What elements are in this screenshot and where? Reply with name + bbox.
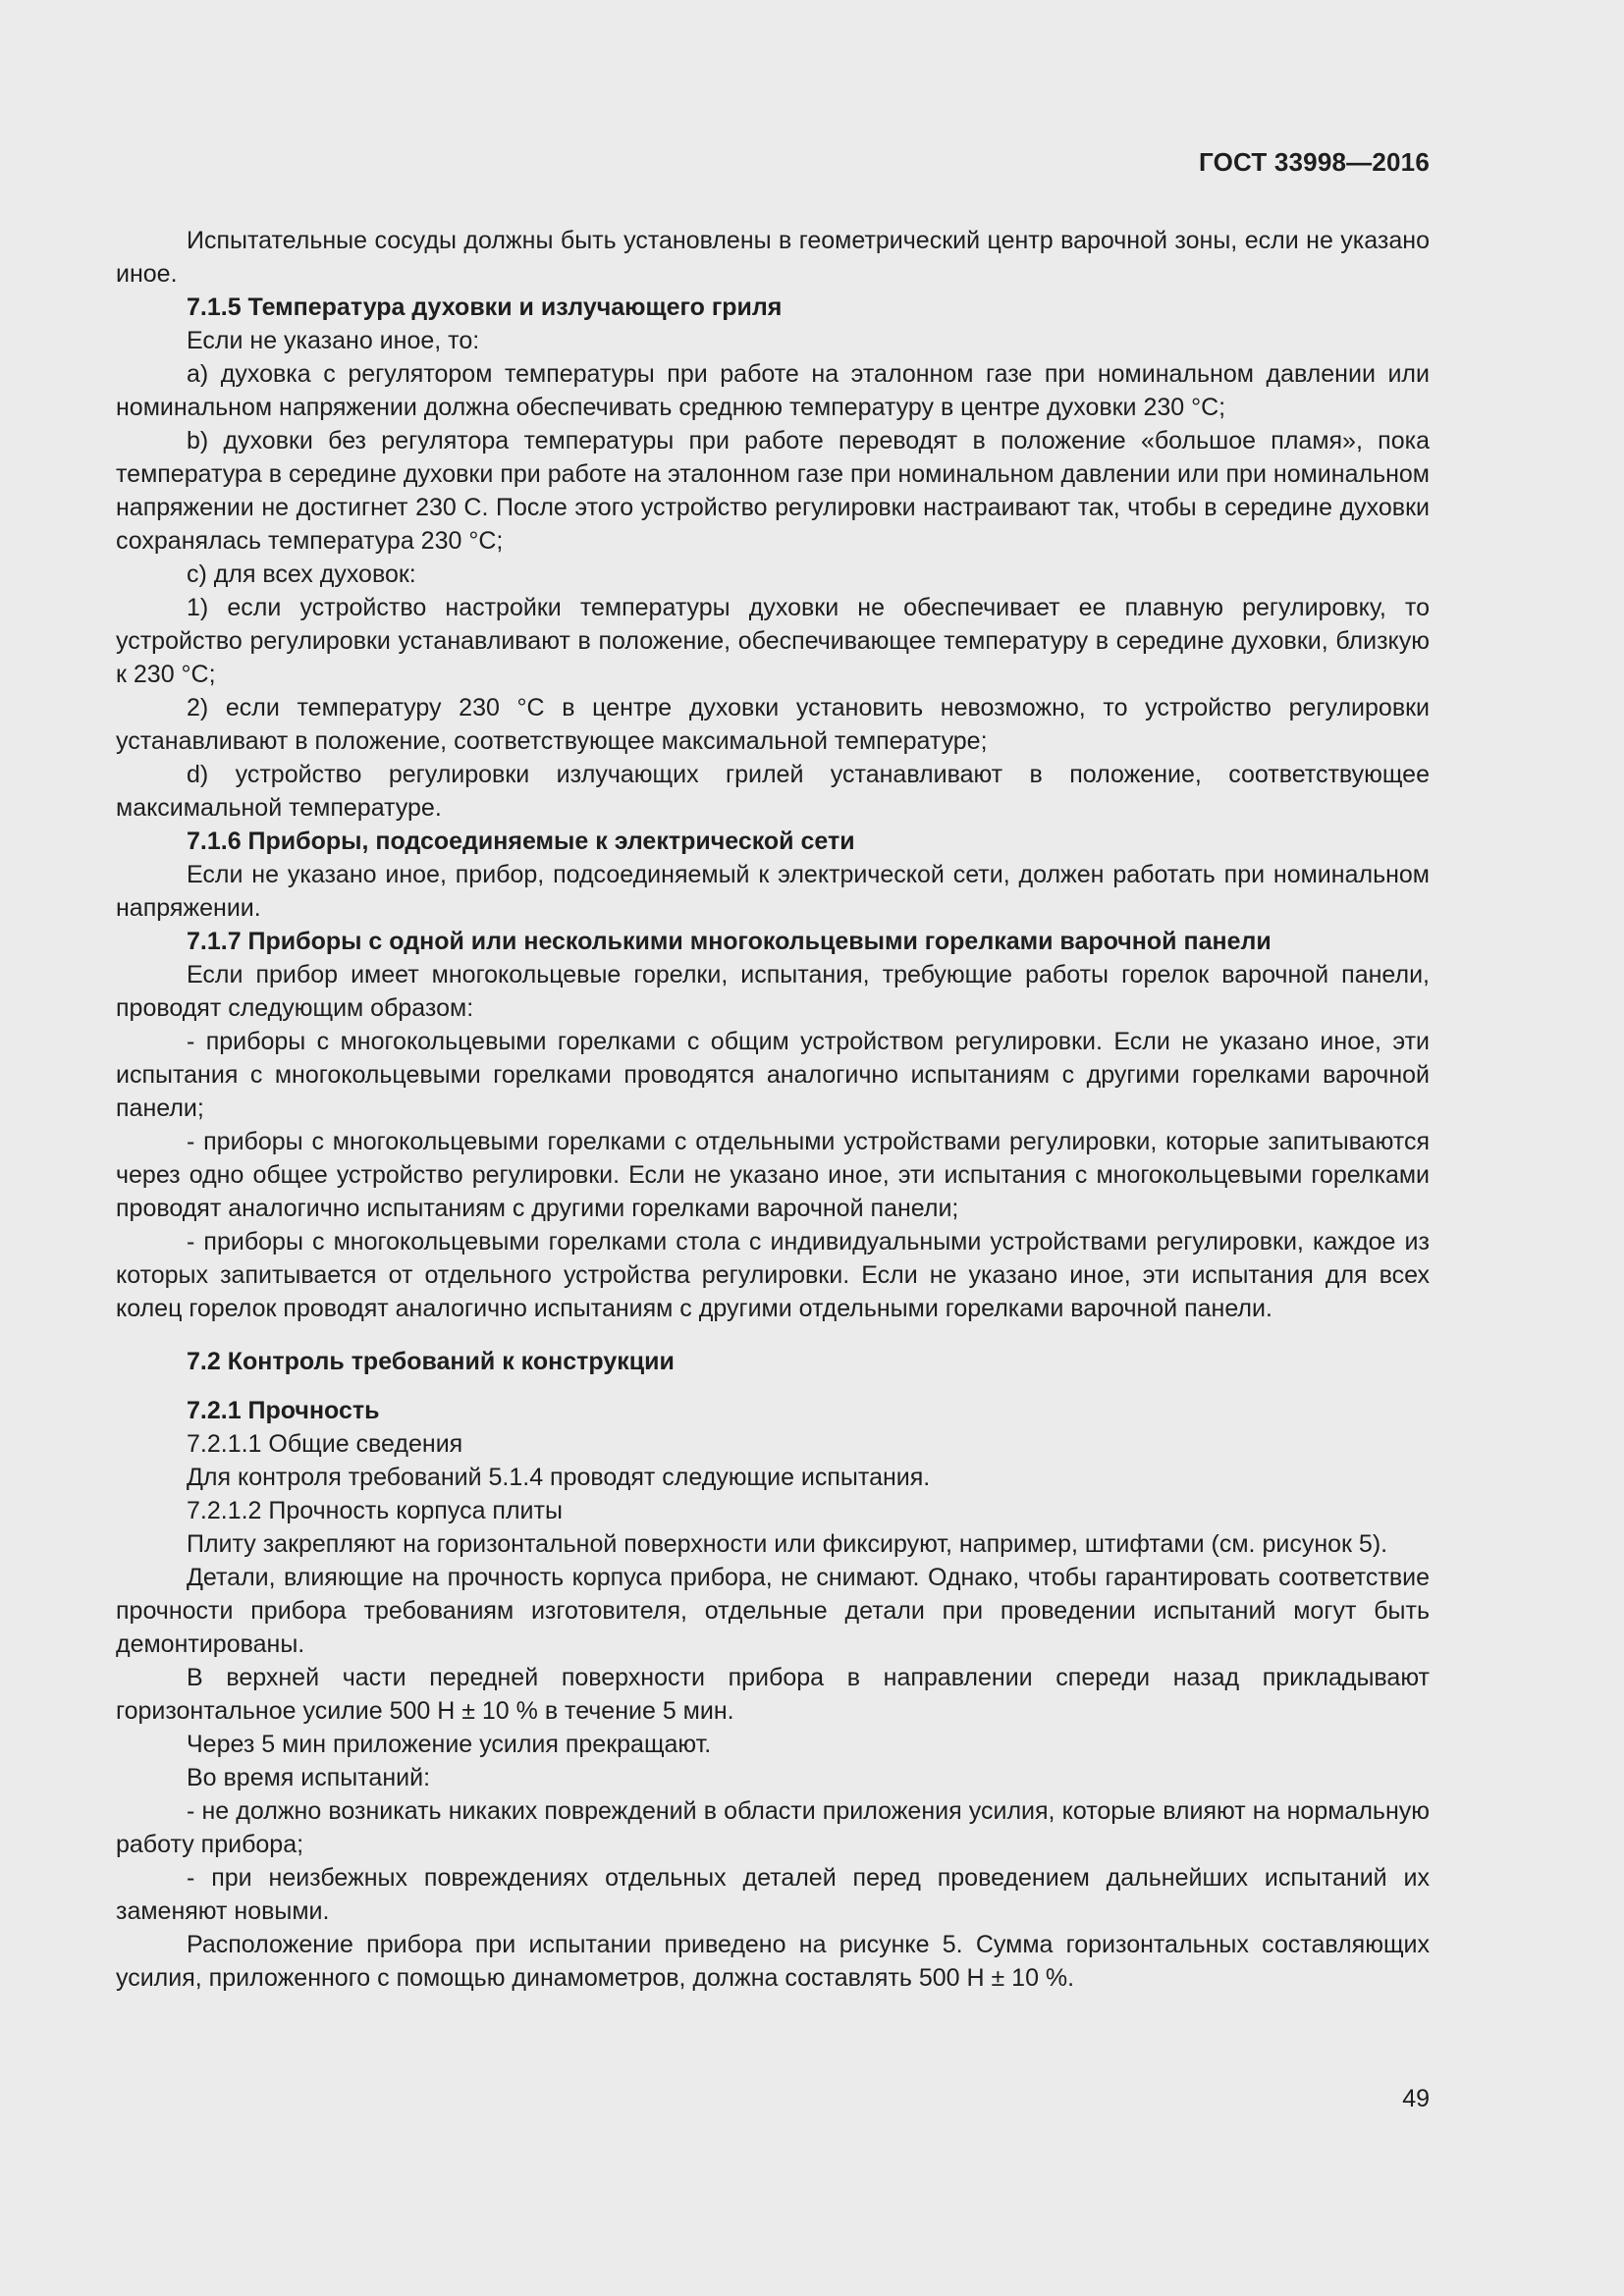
paragraph: Для контроля требований 5.1.4 проводят следующие испытания. — [187, 1464, 931, 1491]
paragraph: Во время испытаний: — [187, 1764, 431, 1791]
subsection-heading: 7.2.1.2 Прочность корпуса плиты — [187, 1497, 563, 1524]
section-heading: 7.1.6 Приборы, подсоединяемые к электрической сети — [187, 828, 855, 855]
subsection-heading: 7.2.1.1 Общие сведения — [187, 1430, 463, 1458]
list-item: - приборы с многокольцевыми горелками с отдельными устройствами регулировки, которые запитываются через одно общее устройство регулировки. Если не указано иное, эти испытания с многокольцевыми горелками проводят аналогично испытаниям с другими горелками варочной панели; — [116, 1128, 1430, 1222]
paragraph: Если не указано иное, то: — [187, 327, 480, 354]
list-item: - не должно возникать никаких повреждений в области приложения усилия, которые влияют на нормальную работу прибора; — [116, 1797, 1430, 1858]
list-item: - приборы с многокольцевыми горелками с общим устройством регулировки. Если не указано иное, эти испытания с многокольцевыми горелками проводятся аналогично испытаниям с другими горелками варочной панели; — [116, 1028, 1430, 1122]
list-item: 1) если устройство настройки температуры духовки не обеспечивает ее плавную регулировку, то устройство регулировки устанавливают в положение, обеспечивающее температуру в середине духовки, близкую к 230 °C; — [116, 594, 1430, 688]
paragraph: Плиту закрепляют на горизонтальной поверхности или фиксируют, например, штифтами (см. рисунок 5). — [187, 1530, 1388, 1558]
paragraph: Испытательные сосуды должны быть установлены в геометрический центр варочной зоны, если не указано иное. — [116, 227, 1430, 288]
document-standard-header: ГОСТ 33998—2016 — [1199, 147, 1430, 177]
list-item: - приборы с многокольцевыми горелками стола с индивидуальными устройствами регулировки, каждое из которых запитывается от отдельного устройства регулировки. Если не указано иное, эти испытания для всех колец горелок проводят аналогично испытаниям с другими отдельными горелками варочной панели. — [116, 1228, 1430, 1322]
page-number: 49 — [1402, 2085, 1430, 2112]
list-item: c) для всех духовок: — [187, 561, 416, 588]
section-heading: 7.2 Контроль требований к конструкции — [187, 1348, 675, 1375]
paragraph: Детали, влияющие на прочность корпуса прибора, не снимают. Однако, чтобы гарантировать соответствие прочности прибора требованиям изготовителя, отдельные детали при проведении испытаний могут быть демонтированы. — [116, 1564, 1430, 1658]
paragraph: Если не указано иное, прибор, подсоединяемый к электрической сети, должен работать при номинальном напряжении. — [116, 861, 1430, 922]
list-item: - при неизбежных повреждениях отдельных деталей перед проведением дальнейших испытаний их заменяют новыми. — [116, 1864, 1430, 1925]
paragraph: В верхней части передней поверхности прибора в направлении спереди назад прикладывают горизонтальное усилие 500 Н ± 10 % в течение 5 мин. — [116, 1664, 1430, 1725]
section-heading: 7.1.5 Температура духовки и излучающего гриля — [187, 294, 783, 321]
list-item: a) духовка с регулятором температуры при работе на эталонном газе при номинальном давлении или номинальном напряжении должна обеспечивать среднюю температуру в центре духовки 230 °C; — [116, 360, 1430, 421]
section-heading: 7.2.1 Прочность — [187, 1397, 380, 1424]
paragraph: Через 5 мин приложение усилия прекращают. — [187, 1731, 712, 1758]
list-item: b) духовки без регулятора температуры при работе переводят в положение «большое пламя», пока температура в середине духовки при работе на эталонном газе при номинальном давлении или при номинальном напряжении не достигнет 230 С. После этого устройство регулировки настраивают так, чтобы в середине духовки сохранялась температура 230 °C; — [116, 427, 1430, 555]
document-body — [116, 224, 1430, 1995]
paragraph: Если прибор имеет многокольцевые горелки, испытания, требующие работы горелок варочной панели, проводят следующим образом: — [116, 961, 1430, 1022]
list-item: d) устройство регулировки излучающих грилей устанавливают в положение, соответствующее максимальной температуре. — [116, 761, 1430, 822]
list-item: 2) если температуру 230 °C в центре духовки установить невозможно, то устройство регулировки устанавливают в положение, соответствующее максимальной температуре; — [116, 694, 1430, 755]
paragraph: Расположение прибора при испытании приведено на рисунке 5. Сумма горизонтальных составляющих усилия, приложенного с помощью динамометров, должна составлять 500 Н ± 10 %. — [116, 1931, 1430, 1992]
section-heading: 7.1.7 Приборы с одной или несколькими многокольцевыми горелками варочной панели — [187, 928, 1272, 955]
